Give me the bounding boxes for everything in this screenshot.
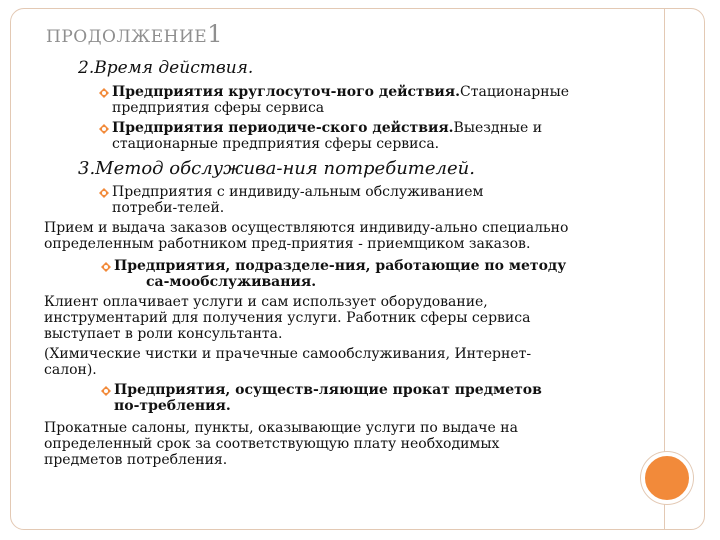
paragraph-line: определенный срок за соответствующую плату необходимых — [44, 436, 500, 452]
bullet-bold-text: Предприятия, осуществ-ляющие прокат предметов — [114, 382, 542, 398]
paragraph-line: Клиент оплачивает услуги и сам использует оборудование, — [44, 294, 488, 310]
section-heading-time: 2.Время действия. — [78, 58, 254, 78]
title-text: ПРОДОЛЖЕНИЕ — [46, 27, 208, 47]
bullet-icon — [98, 87, 110, 99]
bullet-bold-text: Предприятия круглосуточ-ного действия. — [112, 84, 461, 100]
bullet-line1: Предприятия с индивиду-альным обслуживанием — [112, 184, 484, 200]
paragraph-line: определенным работником пред-приятия - приемщиком заказов. — [44, 236, 531, 252]
bullet-line2: стационарные предприятия сферы сервиса. — [112, 136, 440, 152]
bullet-icon — [98, 123, 110, 135]
bullet-rest-text: Стационарные — [460, 84, 569, 100]
paragraph-line: предметов потребления. — [44, 452, 228, 468]
paragraph-line: Прокатные салоны, пункты, оказывающие услуги по выдаче на — [44, 420, 518, 436]
decorative-circle — [641, 452, 693, 504]
title-number: 1 — [207, 20, 223, 48]
bullet-bold-text: Предприятия периодиче-ского действия. — [112, 120, 454, 136]
bullet-icon — [100, 261, 112, 273]
bullet-icon — [100, 385, 112, 397]
paragraph-line: Прием и выдача заказов осуществляются индивиду-ально специально — [44, 220, 569, 236]
paragraph-examples — [44, 346, 644, 378]
bullet-icon — [98, 187, 110, 199]
paragraph-individual — [44, 220, 644, 252]
bullet-bold-text: по-требления. — [114, 398, 231, 414]
bullet-line2: потреби-телей. — [112, 200, 225, 216]
bullet-bold-text: са-мообслуживания. — [146, 274, 317, 290]
paragraph-self-service — [44, 294, 644, 342]
paragraph-rental — [44, 420, 644, 468]
paragraph-line: инструментарий для получения услуги. Работник сферы сервиса — [44, 310, 531, 326]
paragraph-line: выступает в роли консультанта. — [44, 326, 283, 342]
page-title — [46, 20, 223, 48]
bullet-bold-text: Предприятия, подразделе-ния, работающие по методу — [114, 258, 567, 274]
right-divider — [664, 9, 665, 529]
paragraph-line: салон). — [44, 362, 97, 378]
bullet-rest-text: Выездные и — [453, 120, 543, 136]
bullet-line2: предприятия сферы сервиса — [112, 100, 325, 116]
section-heading-method: 3.Метод обслужива-ния потребителей. — [78, 158, 475, 179]
paragraph-line: (Химические чистки и прачечные самообслуживания, Интернет- — [44, 346, 532, 362]
